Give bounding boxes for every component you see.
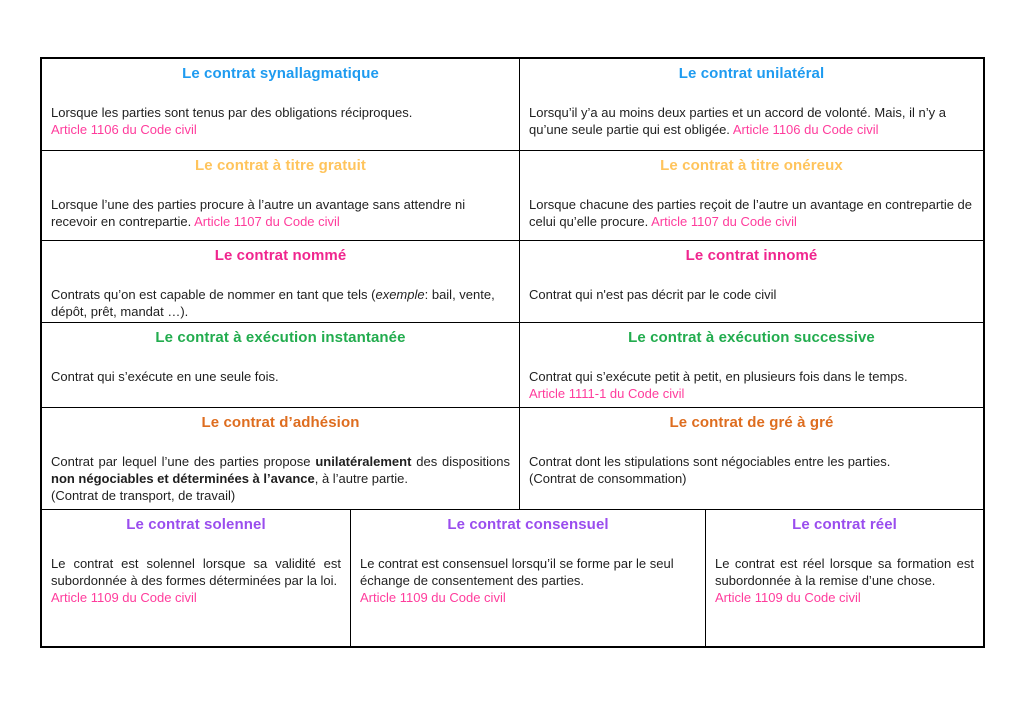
cell-contrat-synallagmatique [42,59,520,151]
description-text: Contrat dont les stipulations sont négociables entre les parties. [529,454,891,469]
contract-types-table [40,57,985,648]
table-row [42,323,983,408]
description-text: Le contrat est consensuel lorsqu’il se forme par le seul échange de consentement des parties. [360,556,674,588]
description-text: (Contrat de transport, de travail) [51,488,236,503]
description-text: Le contrat est solennel lorsque sa validité est subordonnée à des formes déterminées par la loi. [51,556,341,588]
contract-description [51,555,341,606]
contract-title: Le contrat à exécution successive [628,329,875,346]
contract-title: Le contrat innomé [685,247,818,264]
contract-title: Le contrat synallagmatique [182,65,379,82]
contract-description [529,453,974,487]
contract-title: Le contrat solennel [126,516,266,533]
description-text: , à l’autre partie. [314,471,408,486]
description-text: Lorsque l’une des parties procure à l’autre un avantage sans attendre ni recevoir en contrepartie. [51,197,466,229]
table-row [42,241,983,323]
article-reference: Article 1106 du Code civil [732,122,879,137]
contract-description [529,104,974,138]
contract-title: Le contrat d’adhésion [201,414,360,431]
description-text: Lorsqu’il y’a au moins deux parties et un accord de volonté. Mais, il n’y a qu’une seule partie qui est obligée. [529,105,946,137]
article-reference: Article 1107 du Code civil [651,214,797,229]
description-text: Contrat qui s’exécute petit à petit, en plusieurs fois dans le temps. [529,369,908,384]
cell-contrat-consensuel [351,510,706,646]
cell-contrat-titre-gratuit [42,151,520,241]
description-text: Contrat qui n'est pas décrit par le code civil [529,287,777,302]
contract-title: Le contrat nommé [214,247,347,264]
contract-description [51,368,510,385]
contract-title: Le contrat à titre onéreux [660,157,843,174]
contract-title: Le contrat à exécution instantanée [155,329,406,346]
contract-description [51,104,510,138]
cell-contrat-solennel [42,510,351,646]
cell-contrat-titre-onereux [520,151,983,241]
contract-title: Le contrat à titre gratuit [195,157,366,174]
cell-contrat-unilateral [520,59,983,151]
description-italic: exemple [375,287,425,302]
description-text: Lorsque chacune des parties reçoit de l’autre un avantage en contrepartie de celui qu’elle procure. [529,197,973,229]
cell-contrat-innome [520,241,983,323]
contract-description [360,555,696,606]
cell-contrat-execution-successive [520,323,983,408]
contract-description [529,196,974,230]
table-row [42,59,983,151]
contract-description [51,286,510,320]
description-bold: unilatéralement [315,454,412,469]
article-reference: Article 1109 du Code civil [51,590,197,605]
contract-title: Le contrat unilatéral [678,65,825,82]
contract-title: Le contrat de gré à gré [669,414,834,431]
cell-contrat-adhesion [42,408,520,510]
contract-description [51,453,510,504]
table-row [42,408,983,510]
contract-title: Le contrat réel [792,516,897,533]
description-text: Contrats qu’on est capable de nommer en tant que tels ( [51,287,376,302]
description-text: Lorsque les parties sont tenus par des obligations réciproques. [51,105,413,120]
table-row [42,151,983,241]
cell-contrat-nomme [42,241,520,323]
cell-contrat-gre-a-gre [520,408,983,510]
cell-contrat-reel [706,510,983,646]
description-text: (Contrat de consommation) [529,471,687,486]
table-row [42,510,983,646]
article-reference: Article 1109 du Code civil [360,590,506,605]
contract-title: Le contrat consensuel [447,516,609,533]
description-text: Contrat qui s’exécute en une seule fois. [51,369,279,384]
description-bold: non négociables et déterminées à l’avance [51,471,315,486]
article-reference: Article 1106 du Code civil [51,122,197,137]
article-reference: Article 1107 du Code civil [194,214,340,229]
description-text: Le contrat est réel lorsque sa formation est subordonnée à la remise d’une chose. [715,556,974,588]
contract-description [529,368,974,402]
article-reference: Article 1109 du Code civil [715,590,861,605]
contract-description [51,196,510,230]
cell-contrat-execution-instantanee [42,323,520,408]
article-reference: Article 1111-1 du Code civil [529,386,685,401]
contract-description [529,286,974,303]
description-text: des dispositions [411,454,510,469]
description-text: : bail, vente, dépôt, prêt, mandat …). [51,287,495,319]
description-text: Contrat par lequel l’une des parties propose [51,454,316,469]
contract-description [715,555,974,606]
